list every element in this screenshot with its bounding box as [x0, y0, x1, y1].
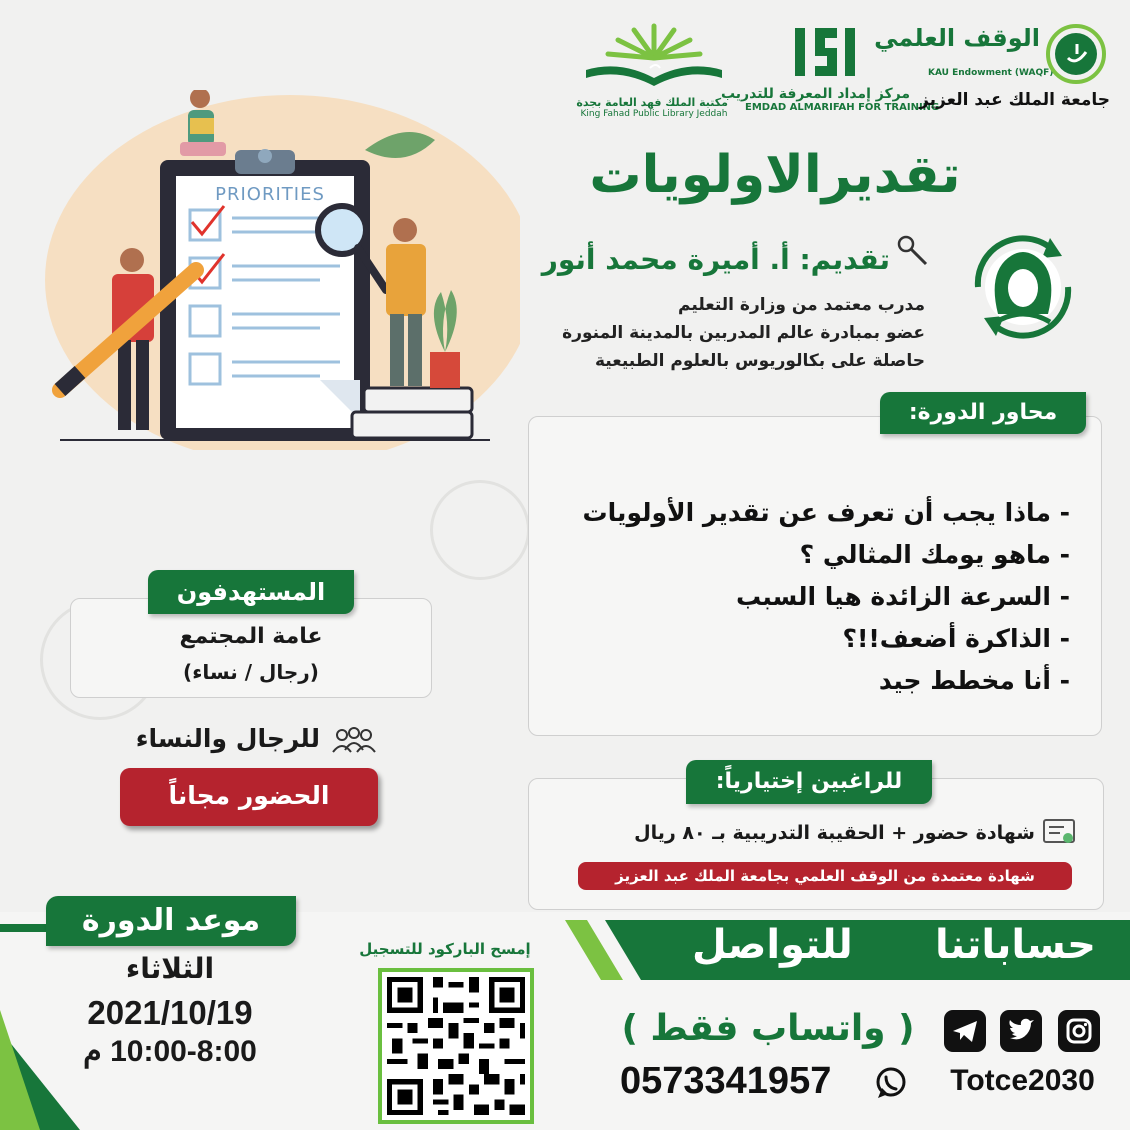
schedule-day: الثلاثاء: [125, 952, 215, 985]
kau-name-ar: جامعة الملك عبد العزيز: [919, 90, 1110, 110]
axis-item: - ماهو يومك المثالي ؟: [799, 540, 1070, 569]
whatsapp-only-note: ( واتساب فقط ): [621, 1008, 915, 1049]
social-handle[interactable]: Totce2030: [950, 1064, 1095, 1097]
telegram-icon[interactable]: [944, 1010, 986, 1052]
bio-line: مدرب معتمد من وزارة التعليم: [678, 295, 925, 315]
certificate-badge: شهادة معتمدة من الوقف العلمي بجامعة الملك عبد العزيز: [578, 862, 1072, 890]
registration-qr-code[interactable]: [378, 968, 534, 1124]
library-name-ar: مكتبة الملك فهد العامة بجدة: [576, 96, 728, 109]
emdad-name-en: EMDAD ALMARIFAH FOR TRAINING: [745, 102, 940, 113]
contact-title-accounts: حساباتنا: [935, 922, 1096, 968]
presenter-name: تقديم: أ. أميرة محمد أنور: [541, 243, 890, 276]
axis-item: - ماذا يجب أن تعرف عن تقدير الأولويات: [582, 498, 1070, 527]
contact-title-contact: للتواصل: [692, 922, 853, 968]
waqf-name-en: KAU Endowment (WAQF): [928, 68, 1054, 78]
gender-note: للرجال والنساء: [135, 724, 320, 753]
axis-item: - السرعة الزائدة هيا السبب: [735, 582, 1070, 611]
optional-line: شهادة حضور + الحقيبة التدريبية بـ ٨٠ ريال: [634, 822, 1035, 844]
clipboard-label: PRIORITIES: [215, 184, 325, 205]
axis-item: - الذاكرة أضعف!!؟: [842, 624, 1070, 653]
instagram-icon[interactable]: [1058, 1010, 1100, 1052]
schedule-time: 10:00-8:00 م: [83, 1035, 257, 1068]
audience-line: (رجال / نساء): [183, 660, 319, 684]
schedule-date: 2021/10/19: [87, 994, 253, 1031]
waqf-logo: [874, 18, 1110, 122]
course-title: تقديرالاولويات: [589, 145, 961, 205]
bio-line: حاصلة على بكالوريوس بالعلوم الطبيعية: [594, 351, 925, 371]
people-group-icon: [330, 726, 378, 756]
presenter-avatar-icon: [958, 222, 1088, 352]
twitter-icon[interactable]: [1000, 1010, 1042, 1052]
waqf-name-ar: الوقف العلمي: [874, 24, 1040, 52]
whatsapp-icon[interactable]: [874, 1066, 908, 1100]
course-axes-heading: محاور الدورة:: [880, 392, 1086, 434]
waqf-circle-icon: [1044, 22, 1108, 86]
certificate-icon: [1042, 818, 1076, 848]
library-name-en: King Fahad Public Library Jeddah: [580, 109, 728, 119]
audience-heading: المستهدفون: [148, 570, 354, 614]
free-attendance-button[interactable]: الحضور مجاناً: [120, 768, 378, 826]
register-label: إمسح الباركود للتسجيل: [359, 940, 531, 958]
qr-code-icon: [382, 972, 530, 1120]
library-logo: [576, 20, 728, 124]
bg-doodle: [430, 480, 530, 580]
library-book-icon: [580, 20, 728, 92]
optional-heading: للراغبين إختيارياً:: [686, 760, 932, 804]
emdad-name-ar: مركز إمداد المعرفة للتدريب: [720, 86, 910, 102]
schedule-heading: موعد الدورة: [46, 896, 296, 946]
bio-line: عضو بمبادرة عالم المدربين بالمدينة المنورة: [562, 323, 925, 343]
priorities-illustration: [20, 90, 520, 450]
microphone-icon: [896, 234, 930, 268]
whatsapp-phone[interactable]: 0573341957: [620, 1060, 832, 1102]
axis-item: - أنا مخطط جيد: [878, 666, 1070, 695]
audience-line: عامة المجتمع: [179, 624, 323, 649]
